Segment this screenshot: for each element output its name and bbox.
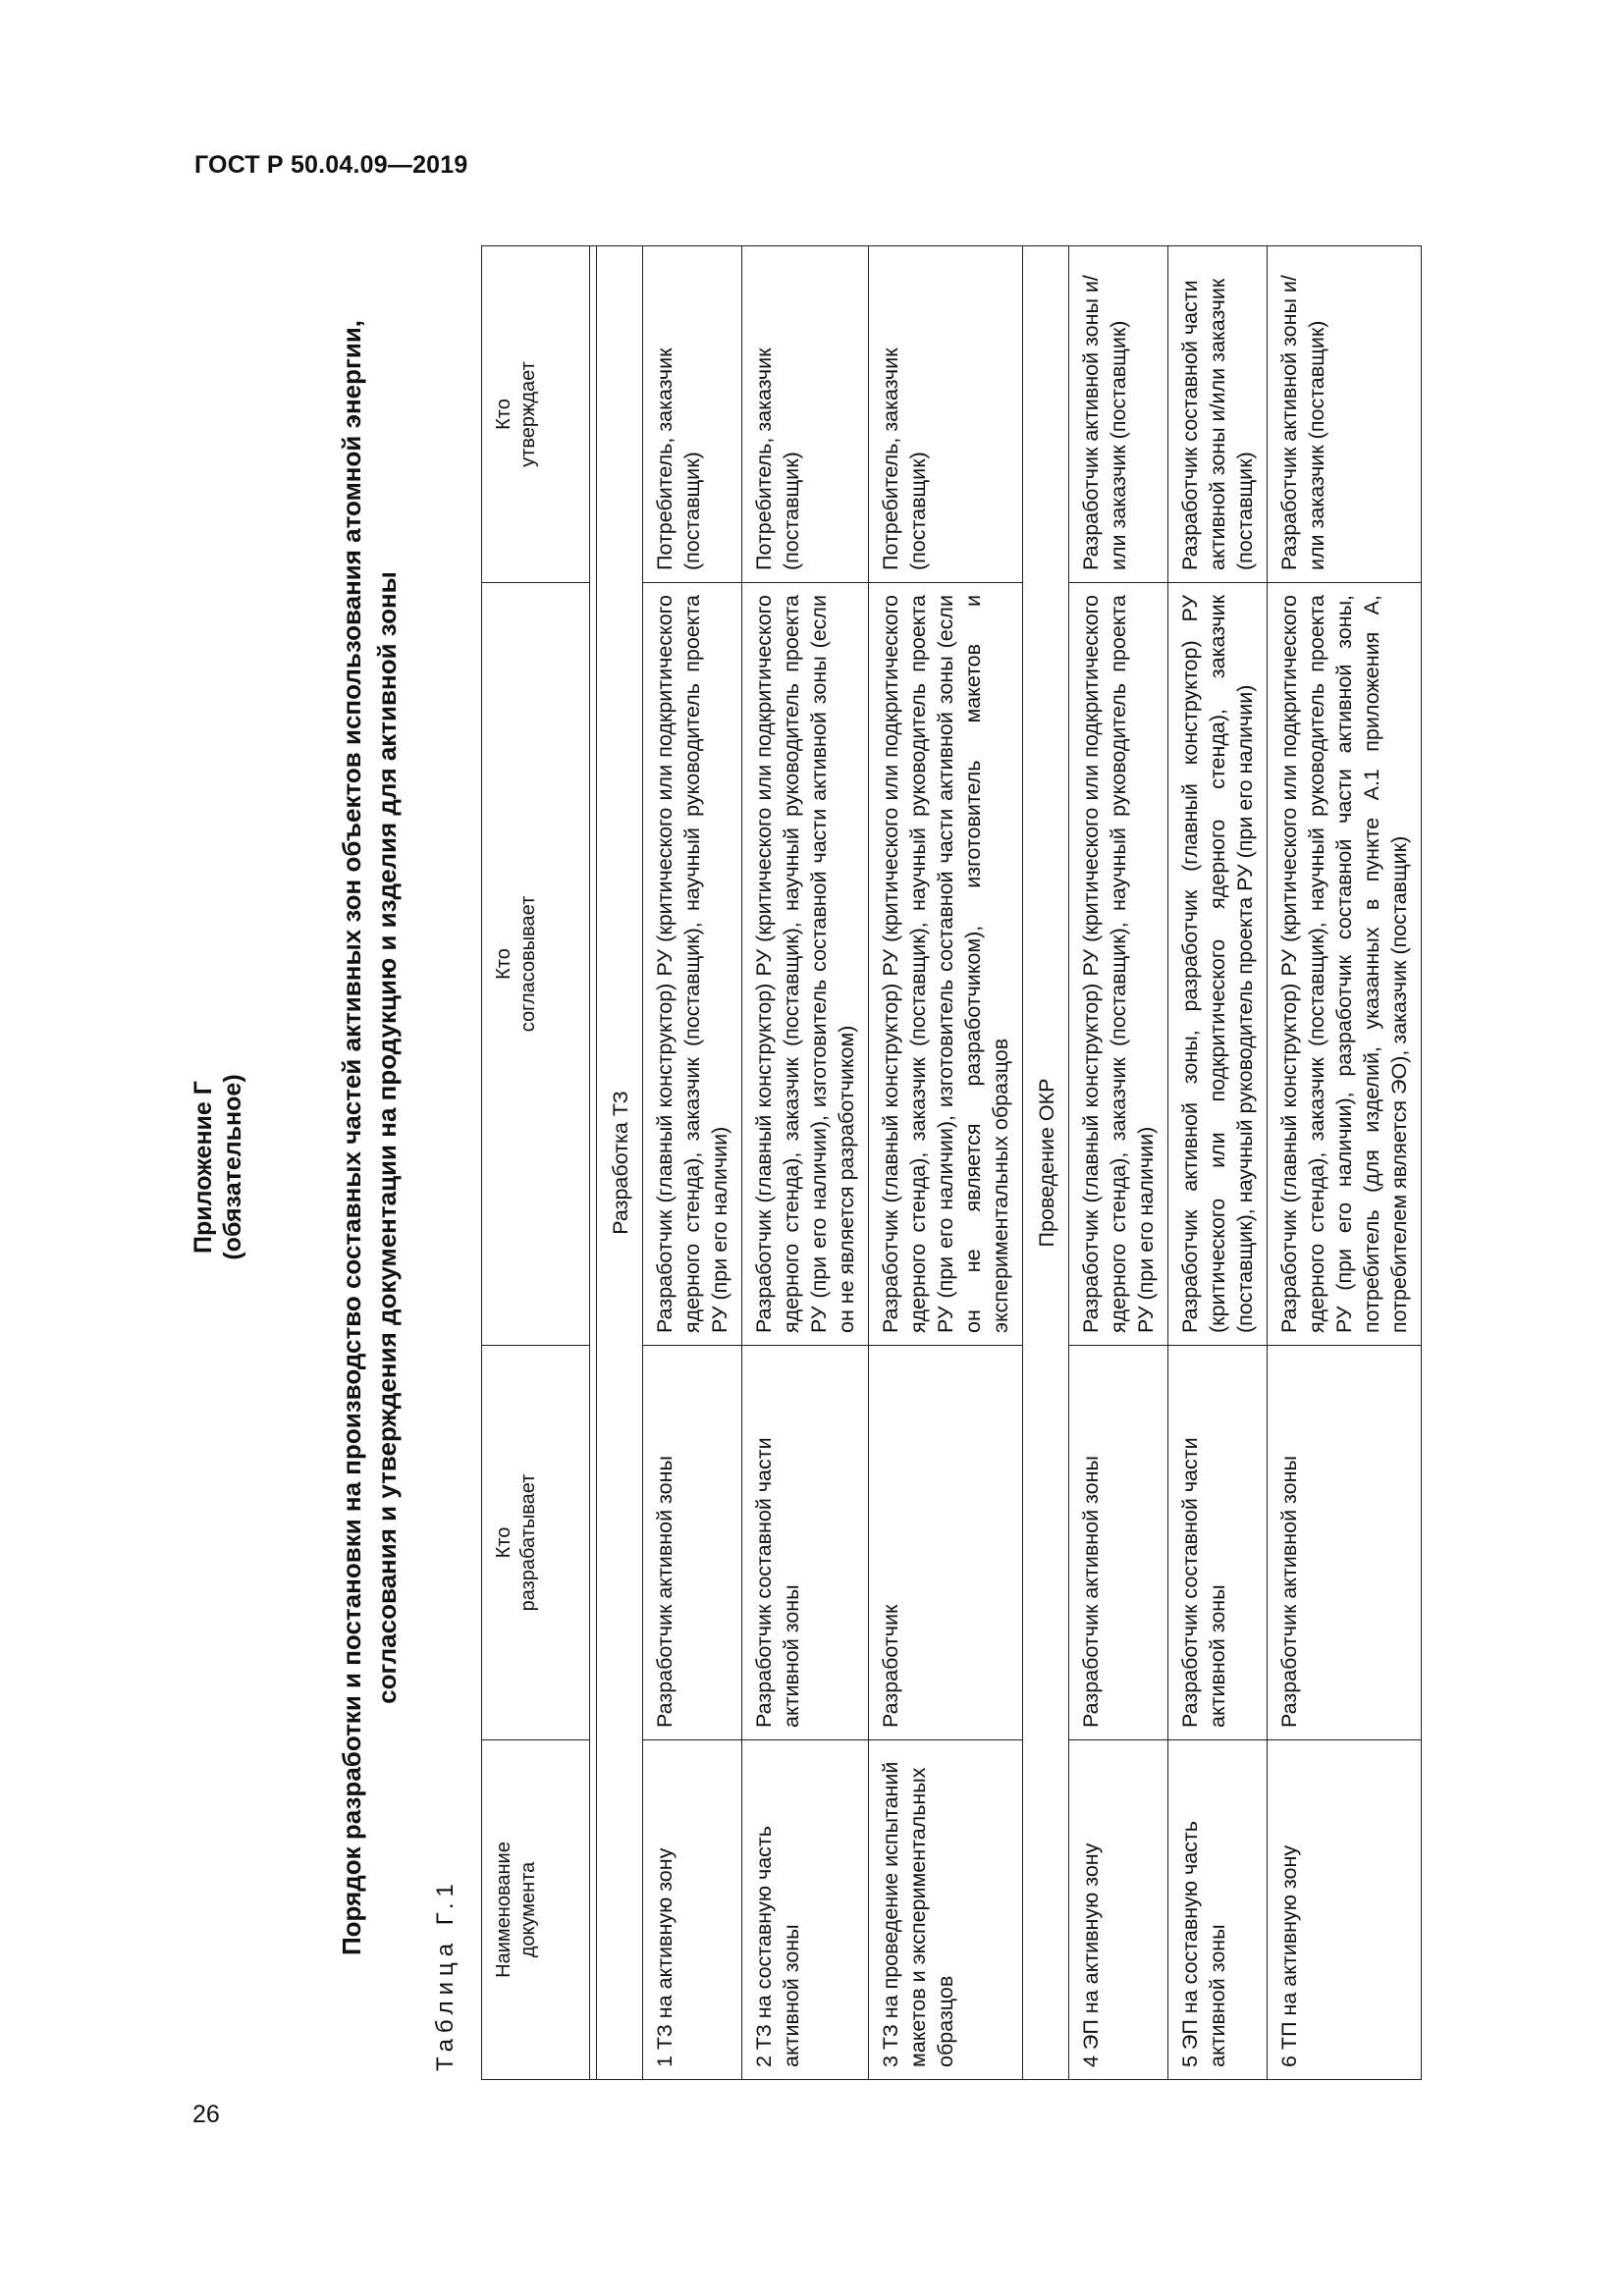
annex-title: Приложение Г bbox=[189, 1081, 217, 1254]
table-label: Таблица Г.1 bbox=[432, 1878, 459, 2071]
cell-coordinator: Разработчик (главный конструктор) РУ (критического или подкритического ядерного стенда), заказчик (поставщик), научный руководитель проекта РУ (при его наличии) bbox=[643, 583, 742, 1346]
cell-developer: Разработчик составной части активной зоны bbox=[1168, 1346, 1268, 1740]
header-text: Наименование bbox=[493, 1842, 514, 1978]
cell-document-name: 6 ТП на активную зону bbox=[1268, 1740, 1422, 2080]
cell-developer: Разработчик активной зоны bbox=[1268, 1346, 1422, 1740]
header-developer bbox=[482, 1346, 590, 1740]
cell-coordinator: Разработчик активной зоны, разработчик (главный конструктор) РУ (критического или подкритического ядерного стенда), заказчик (поставщик), научный руководитель проекта РУ (при его наличии) bbox=[1168, 583, 1268, 1346]
header-coordinator bbox=[482, 583, 590, 1346]
header-text: Кто bbox=[493, 399, 514, 430]
table-row bbox=[742, 246, 869, 2080]
cell-developer: Разработчик активной зоны bbox=[1069, 1346, 1168, 1740]
cell-developer: Разработчик активной зоны bbox=[643, 1346, 742, 1740]
header-text: утверждает bbox=[517, 361, 539, 467]
header-approver bbox=[482, 246, 590, 583]
cell-document-name: 5 ЭП на составную часть активной зоны bbox=[1168, 1740, 1268, 2080]
cell-document-name: 4 ЭП на активную зону bbox=[1069, 1740, 1168, 2080]
annex-status: (обязательное) bbox=[219, 1074, 246, 1260]
cell-developer: Разработчик bbox=[869, 1346, 1023, 1740]
cell-coordinator: Разработчик (главный конструктор) РУ (критического или подкритического ядерного стенда), заказчик (поставщик), научный руководитель проекта РУ (при его наличии) bbox=[1069, 583, 1168, 1346]
header-text: документа bbox=[517, 1861, 539, 1958]
procedure-table bbox=[481, 245, 1422, 2080]
cell-approver: Потребитель, заказчик (поставщик) bbox=[643, 246, 742, 583]
page-number: 26 bbox=[192, 2101, 220, 2128]
header-text: Кто bbox=[493, 948, 514, 980]
cell-approver: Разработчик активной зоны и/или заказчик (поставщик) bbox=[1268, 246, 1422, 583]
title-line-1: Порядок разработки и постановки на производство составных частей активных зон объектов использования атомной энергии, bbox=[337, 319, 366, 1956]
cell-document-name: 3 ТЗ на проведение испытаний макетов и экспериментальных образцов bbox=[869, 1740, 1023, 2080]
table-header-row bbox=[482, 246, 590, 2080]
cell-document-name: 2 ТЗ на составную часть активной зоны bbox=[742, 1740, 869, 2080]
cell-coordinator: Разработчик (главный конструктор) РУ (критического или подкритического ядерного стенда), заказчик (поставщик), научный руководитель проекта РУ (при его наличии), изготовитель составной части активной зоны (если он не является разработчиком), изготовитель макетов и экспериментальных образцов bbox=[869, 583, 1023, 1346]
cell-document-name: 1 ТЗ на активную зону bbox=[643, 1740, 742, 2080]
cell-approver: Разработчик активной зоны и/или заказчик (поставщик) bbox=[1069, 246, 1168, 583]
section-label: Проведение ОКР bbox=[1023, 246, 1069, 2080]
table-row bbox=[643, 246, 742, 2080]
document-title bbox=[334, 136, 405, 2139]
cell-approver: Разработчик составной части активной зоны и/или заказчик (поставщик) bbox=[1168, 246, 1268, 583]
title-line-2: согласования и утверждения документации на продукцию и изделия для активной зоны bbox=[372, 571, 402, 1704]
header-text: разрабатывает bbox=[517, 1473, 539, 1612]
cell-coordinator: Разработчик (главный конструктор) РУ (критического или подкритического ядерного стенда), заказчик (поставщик), научный руководитель проекта РУ (при его наличии), изготовитель составной части активной зоны (если он не является разработчиком) bbox=[742, 583, 869, 1346]
table-row bbox=[1168, 246, 1268, 2080]
standard-code: ГОСТ Р 50.04.09—2019 bbox=[194, 151, 468, 179]
cell-coordinator: Разработчик (главный конструктор) РУ (критического или подкритического ядерного стенда), заказчик (поставщик), научный руководитель проекта РУ (при его наличии), разработчик составной части активной зоны, потребитель (для изделий, указанных в пункте А.1 приложения А, потребителем является ЭО), заказчик (поставщик) bbox=[1268, 583, 1422, 1346]
table-row bbox=[1069, 246, 1168, 2080]
cell-developer: Разработчик составной части активной зоны bbox=[742, 1346, 869, 1740]
cell-approver: Потребитель, заказчик (поставщик) bbox=[869, 246, 1023, 583]
section-label: Разработка ТЗ bbox=[597, 246, 643, 2080]
table-row bbox=[1268, 246, 1422, 2080]
section-row bbox=[1023, 246, 1069, 2080]
header-document-name bbox=[482, 1740, 590, 2080]
header-text: Кто bbox=[493, 1526, 514, 1559]
header-text: согласовывает bbox=[517, 895, 539, 1033]
table-row bbox=[869, 246, 1023, 2080]
section-row bbox=[597, 246, 643, 2080]
cell-approver: Потребитель, заказчик (поставщик) bbox=[742, 246, 869, 583]
header-separator bbox=[590, 246, 597, 2080]
annex-heading bbox=[189, 824, 247, 1511]
